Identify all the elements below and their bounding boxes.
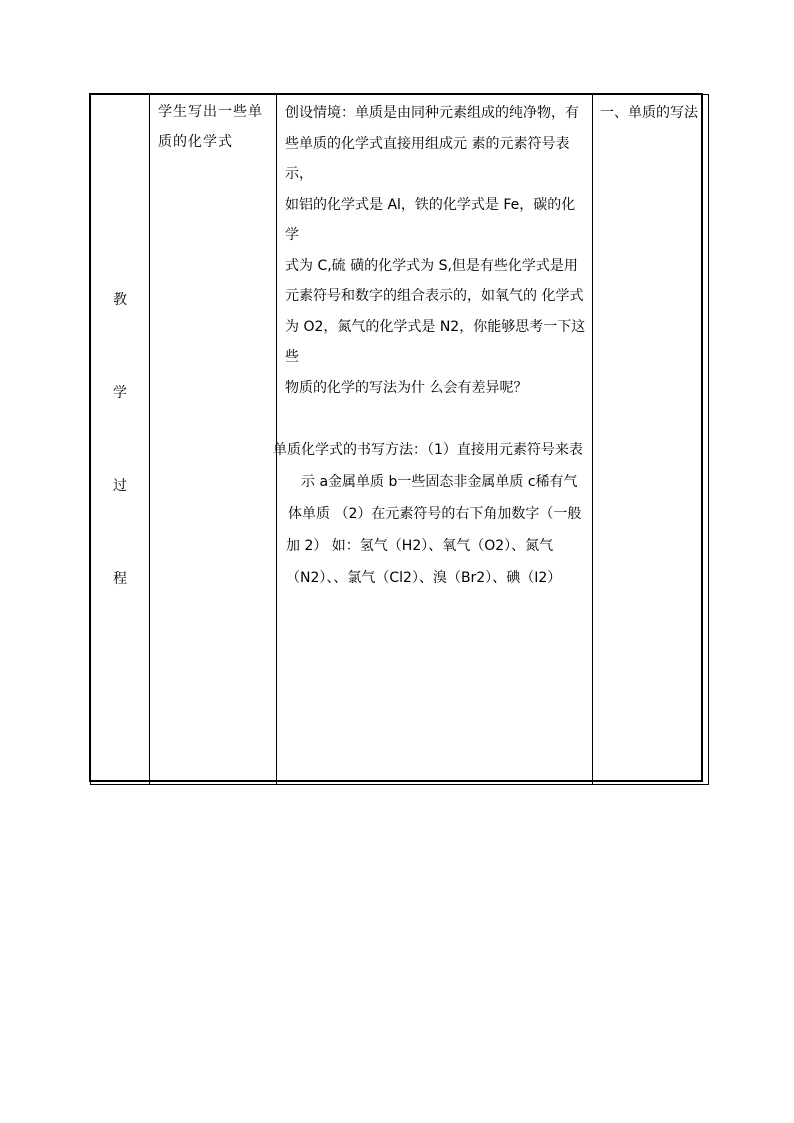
design-heading: 一、单质的写法 — [600, 105, 698, 121]
teacher-intro — [277, 95, 592, 403]
method-line: 单质化学式的书写方法：（1）直接用元素符号来表 — [273, 442, 583, 458]
method-line: （N2）、、氯气（Cl2）、溴（Br2）、碘（I2） — [286, 570, 562, 586]
intro-line: 式为 C,硫 磺的化学式为 S,但是有些化学式是用 — [285, 257, 578, 274]
design-heading-cell — [593, 95, 709, 785]
teacher-activity-cell — [273, 95, 593, 785]
intro-line: 些单质的化学式直接用组成元 素的元素符号表示， — [285, 135, 570, 182]
intro-line: 物质的化学的写法为什 么会有差异呢？ — [285, 379, 528, 396]
stage-char: 过 — [113, 477, 127, 494]
writing-method — [273, 434, 592, 594]
stage-char: 程 — [113, 570, 127, 587]
intro-line: 元素符号和数字的组合表示的，如氧气的 化学式 — [285, 288, 584, 304]
stage-char: 教 — [113, 291, 127, 308]
table-row — [91, 95, 709, 785]
method-line: 体单质 （2）在元素符号的右下角加数字（一般 — [288, 506, 582, 522]
intro-line: 创设情境：单质是由同种元素组成的纯净物，有 — [285, 105, 579, 121]
student-activity-cell — [150, 95, 277, 785]
stage-label — [91, 95, 149, 784]
student-activity-text: 学生写出一些单质的化学式 — [158, 104, 263, 150]
stage-cell — [91, 95, 150, 785]
intro-line: 如铝的化学式是 Al，铁的化学式是 Fe，碳的化学 — [285, 196, 576, 243]
method-line: 示 a金属单质 b一些固态非金属单质 c稀有气 — [301, 474, 578, 490]
stage-char: 学 — [113, 384, 127, 401]
lesson-plan-table — [90, 94, 709, 785]
intro-line: 为 O2，氮气的化学式是 N2，你能够思考一下这些 — [285, 318, 586, 365]
method-line: 加 2） 如：氢气（H2）、氧气（O2）、氮气 — [286, 538, 554, 554]
